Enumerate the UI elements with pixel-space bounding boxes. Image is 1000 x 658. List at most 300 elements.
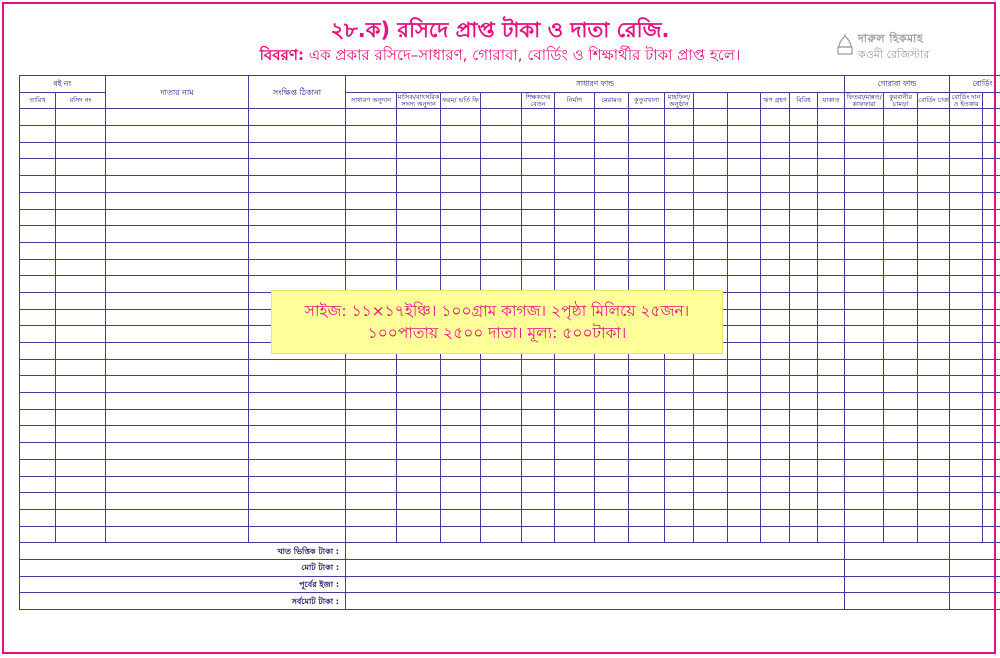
register-cell[interactable] (884, 142, 918, 159)
register-cell[interactable] (845, 276, 884, 293)
register-cell[interactable] (397, 142, 441, 159)
register-cell[interactable] (249, 126, 346, 143)
register-cell[interactable] (918, 409, 950, 426)
register-cell[interactable] (397, 393, 441, 410)
register-cell[interactable] (56, 393, 106, 410)
register-cell[interactable] (522, 409, 555, 426)
summary-value-cell[interactable] (950, 576, 1000, 593)
register-cell[interactable] (481, 126, 522, 143)
register-cell[interactable] (106, 159, 249, 176)
register-cell[interactable] (918, 159, 950, 176)
register-cell[interactable] (555, 159, 595, 176)
register-cell[interactable] (884, 526, 918, 543)
register-cell[interactable] (983, 443, 1000, 460)
register-cell[interactable] (728, 393, 761, 410)
register-cell[interactable] (629, 126, 665, 143)
register-cell[interactable] (481, 259, 522, 276)
register-cell[interactable] (481, 192, 522, 209)
register-cell[interactable] (595, 376, 629, 393)
register-cell[interactable] (397, 509, 441, 526)
register-cell[interactable] (555, 109, 595, 126)
register-cell[interactable] (728, 126, 761, 143)
register-cell[interactable] (728, 109, 761, 126)
register-cell[interactable] (20, 459, 56, 476)
register-cell[interactable] (983, 426, 1000, 443)
register-cell[interactable] (595, 393, 629, 410)
register-cell[interactable] (818, 292, 845, 309)
register-cell[interactable] (845, 409, 884, 426)
register-cell[interactable] (629, 426, 665, 443)
register-cell[interactable] (441, 426, 481, 443)
register-cell[interactable] (665, 242, 694, 259)
summary-value-cell[interactable] (346, 593, 845, 610)
register-cell[interactable] (665, 376, 694, 393)
register-cell[interactable] (441, 159, 481, 176)
register-cell[interactable] (20, 126, 56, 143)
summary-value-cell[interactable] (845, 593, 950, 610)
register-cell[interactable] (249, 109, 346, 126)
register-cell[interactable] (106, 176, 249, 193)
register-cell[interactable] (845, 242, 884, 259)
register-cell[interactable] (522, 109, 555, 126)
register-cell[interactable] (106, 326, 249, 343)
register-cell[interactable] (694, 526, 728, 543)
register-cell[interactable] (595, 359, 629, 376)
register-cell[interactable] (818, 109, 845, 126)
register-cell[interactable] (884, 326, 918, 343)
register-cell[interactable] (694, 176, 728, 193)
register-cell[interactable] (346, 409, 397, 426)
register-cell[interactable] (983, 409, 1000, 426)
register-cell[interactable] (595, 242, 629, 259)
register-cell[interactable] (20, 493, 56, 510)
register-cell[interactable] (595, 526, 629, 543)
register-cell[interactable] (20, 292, 56, 309)
register-cell[interactable] (346, 209, 397, 226)
register-cell[interactable] (397, 192, 441, 209)
summary-value-cell[interactable] (845, 576, 950, 593)
register-cell[interactable] (694, 159, 728, 176)
register-cell[interactable] (20, 443, 56, 460)
register-cell[interactable] (761, 242, 790, 259)
register-cell[interactable] (481, 526, 522, 543)
register-cell[interactable] (397, 159, 441, 176)
register-cell[interactable] (818, 409, 845, 426)
register-cell[interactable] (249, 493, 346, 510)
register-cell[interactable] (665, 443, 694, 460)
register-cell[interactable] (694, 359, 728, 376)
register-cell[interactable] (950, 493, 983, 510)
register-cell[interactable] (665, 159, 694, 176)
register-cell[interactable] (56, 443, 106, 460)
register-cell[interactable] (106, 409, 249, 426)
register-cell[interactable] (629, 459, 665, 476)
register-cell[interactable] (20, 192, 56, 209)
register-cell[interactable] (555, 459, 595, 476)
register-cell[interactable] (481, 109, 522, 126)
register-cell[interactable] (481, 476, 522, 493)
register-cell[interactable] (106, 292, 249, 309)
register-cell[interactable] (20, 209, 56, 226)
register-cell[interactable] (845, 176, 884, 193)
register-cell[interactable] (761, 142, 790, 159)
register-cell[interactable] (845, 359, 884, 376)
register-cell[interactable] (983, 509, 1000, 526)
register-cell[interactable] (56, 276, 106, 293)
register-cell[interactable] (950, 259, 983, 276)
register-cell[interactable] (56, 242, 106, 259)
register-cell[interactable] (983, 209, 1000, 226)
register-cell[interactable] (790, 443, 818, 460)
register-cell[interactable] (665, 393, 694, 410)
register-cell[interactable] (629, 376, 665, 393)
register-cell[interactable] (522, 526, 555, 543)
register-cell[interactable] (346, 176, 397, 193)
register-cell[interactable] (790, 493, 818, 510)
register-cell[interactable] (845, 326, 884, 343)
register-cell[interactable] (818, 376, 845, 393)
register-cell[interactable] (106, 493, 249, 510)
register-cell[interactable] (106, 443, 249, 460)
register-cell[interactable] (665, 526, 694, 543)
register-cell[interactable] (555, 426, 595, 443)
register-cell[interactable] (56, 409, 106, 426)
register-cell[interactable] (845, 459, 884, 476)
register-cell[interactable] (761, 359, 790, 376)
register-cell[interactable] (983, 292, 1000, 309)
register-cell[interactable] (884, 393, 918, 410)
register-cell[interactable] (790, 343, 818, 360)
register-cell[interactable] (665, 142, 694, 159)
register-cell[interactable] (918, 259, 950, 276)
register-cell[interactable] (56, 326, 106, 343)
register-cell[interactable] (665, 476, 694, 493)
register-cell[interactable] (20, 226, 56, 243)
register-cell[interactable] (728, 459, 761, 476)
register-cell[interactable] (790, 192, 818, 209)
register-cell[interactable] (555, 509, 595, 526)
register-cell[interactable] (728, 376, 761, 393)
register-cell[interactable] (481, 459, 522, 476)
register-cell[interactable] (845, 343, 884, 360)
register-cell[interactable] (694, 393, 728, 410)
register-cell[interactable] (522, 142, 555, 159)
register-cell[interactable] (950, 393, 983, 410)
register-cell[interactable] (694, 476, 728, 493)
register-cell[interactable] (629, 443, 665, 460)
register-cell[interactable] (629, 209, 665, 226)
register-cell[interactable] (106, 426, 249, 443)
register-cell[interactable] (555, 376, 595, 393)
register-cell[interactable] (694, 209, 728, 226)
register-cell[interactable] (884, 426, 918, 443)
register-cell[interactable] (441, 209, 481, 226)
register-cell[interactable] (918, 192, 950, 209)
register-cell[interactable] (249, 476, 346, 493)
register-cell[interactable] (761, 393, 790, 410)
register-cell[interactable] (728, 509, 761, 526)
register-cell[interactable] (845, 159, 884, 176)
register-cell[interactable] (522, 192, 555, 209)
register-cell[interactable] (665, 493, 694, 510)
register-cell[interactable] (790, 159, 818, 176)
register-cell[interactable] (397, 209, 441, 226)
register-cell[interactable] (481, 242, 522, 259)
register-cell[interactable] (884, 109, 918, 126)
register-cell[interactable] (694, 493, 728, 510)
register-cell[interactable] (918, 276, 950, 293)
register-cell[interactable] (818, 176, 845, 193)
register-cell[interactable] (845, 292, 884, 309)
register-cell[interactable] (346, 509, 397, 526)
register-cell[interactable] (665, 176, 694, 193)
register-cell[interactable] (884, 226, 918, 243)
register-cell[interactable] (555, 526, 595, 543)
register-cell[interactable] (761, 109, 790, 126)
register-cell[interactable] (983, 393, 1000, 410)
register-cell[interactable] (790, 176, 818, 193)
register-cell[interactable] (555, 393, 595, 410)
register-cell[interactable] (106, 476, 249, 493)
register-cell[interactable] (884, 376, 918, 393)
register-cell[interactable] (20, 426, 56, 443)
register-cell[interactable] (983, 359, 1000, 376)
register-cell[interactable] (522, 459, 555, 476)
register-cell[interactable] (983, 126, 1000, 143)
register-cell[interactable] (790, 476, 818, 493)
register-cell[interactable] (884, 276, 918, 293)
register-cell[interactable] (665, 509, 694, 526)
register-cell[interactable] (346, 226, 397, 243)
register-cell[interactable] (918, 476, 950, 493)
register-cell[interactable] (983, 309, 1000, 326)
register-cell[interactable] (665, 459, 694, 476)
register-cell[interactable] (595, 176, 629, 193)
register-cell[interactable] (522, 242, 555, 259)
register-cell[interactable] (441, 192, 481, 209)
register-cell[interactable] (983, 259, 1000, 276)
register-cell[interactable] (818, 443, 845, 460)
register-cell[interactable] (397, 259, 441, 276)
register-cell[interactable] (481, 176, 522, 193)
register-cell[interactable] (761, 509, 790, 526)
register-cell[interactable] (818, 192, 845, 209)
register-cell[interactable] (983, 176, 1000, 193)
register-cell[interactable] (665, 209, 694, 226)
register-cell[interactable] (20, 393, 56, 410)
register-cell[interactable] (818, 259, 845, 276)
register-cell[interactable] (884, 176, 918, 193)
register-cell[interactable] (918, 126, 950, 143)
register-cell[interactable] (790, 376, 818, 393)
register-cell[interactable] (20, 376, 56, 393)
register-cell[interactable] (918, 376, 950, 393)
register-cell[interactable] (595, 426, 629, 443)
register-cell[interactable] (790, 242, 818, 259)
register-cell[interactable] (918, 226, 950, 243)
register-cell[interactable] (56, 192, 106, 209)
register-cell[interactable] (397, 476, 441, 493)
register-cell[interactable] (629, 109, 665, 126)
register-cell[interactable] (249, 226, 346, 243)
register-cell[interactable] (249, 426, 346, 443)
register-cell[interactable] (441, 126, 481, 143)
register-cell[interactable] (950, 209, 983, 226)
register-cell[interactable] (761, 176, 790, 193)
register-cell[interactable] (884, 292, 918, 309)
register-cell[interactable] (790, 426, 818, 443)
register-cell[interactable] (918, 292, 950, 309)
register-cell[interactable] (20, 309, 56, 326)
register-cell[interactable] (845, 376, 884, 393)
register-cell[interactable] (761, 259, 790, 276)
register-cell[interactable] (845, 142, 884, 159)
register-cell[interactable] (728, 443, 761, 460)
register-cell[interactable] (918, 393, 950, 410)
register-cell[interactable] (56, 309, 106, 326)
register-cell[interactable] (397, 409, 441, 426)
register-cell[interactable] (950, 443, 983, 460)
register-cell[interactable] (595, 142, 629, 159)
register-cell[interactable] (884, 443, 918, 460)
register-cell[interactable] (845, 109, 884, 126)
register-cell[interactable] (629, 409, 665, 426)
register-cell[interactable] (441, 493, 481, 510)
register-cell[interactable] (950, 159, 983, 176)
register-cell[interactable] (790, 126, 818, 143)
register-cell[interactable] (522, 476, 555, 493)
register-cell[interactable] (595, 226, 629, 243)
register-cell[interactable] (106, 209, 249, 226)
register-cell[interactable] (983, 242, 1000, 259)
register-cell[interactable] (346, 493, 397, 510)
register-cell[interactable] (665, 409, 694, 426)
register-cell[interactable] (20, 476, 56, 493)
register-cell[interactable] (441, 142, 481, 159)
register-cell[interactable] (818, 309, 845, 326)
summary-value-cell[interactable] (845, 543, 950, 560)
register-cell[interactable] (56, 426, 106, 443)
register-cell[interactable] (595, 109, 629, 126)
register-cell[interactable] (56, 343, 106, 360)
register-cell[interactable] (595, 259, 629, 276)
register-cell[interactable] (441, 393, 481, 410)
register-cell[interactable] (555, 142, 595, 159)
register-cell[interactable] (884, 242, 918, 259)
register-cell[interactable] (249, 393, 346, 410)
register-cell[interactable] (441, 176, 481, 193)
register-cell[interactable] (481, 443, 522, 460)
register-cell[interactable] (761, 493, 790, 510)
register-cell[interactable] (481, 426, 522, 443)
register-cell[interactable] (555, 493, 595, 510)
register-cell[interactable] (845, 509, 884, 526)
register-cell[interactable] (397, 376, 441, 393)
register-cell[interactable] (56, 459, 106, 476)
register-cell[interactable] (845, 126, 884, 143)
register-cell[interactable] (56, 226, 106, 243)
register-cell[interactable] (629, 192, 665, 209)
register-cell[interactable] (346, 109, 397, 126)
register-cell[interactable] (56, 259, 106, 276)
register-cell[interactable] (522, 376, 555, 393)
register-cell[interactable] (20, 276, 56, 293)
register-cell[interactable] (790, 226, 818, 243)
register-cell[interactable] (983, 276, 1000, 293)
register-cell[interactable] (249, 526, 346, 543)
register-cell[interactable] (918, 493, 950, 510)
register-cell[interactable] (20, 176, 56, 193)
register-cell[interactable] (884, 493, 918, 510)
register-cell[interactable] (845, 259, 884, 276)
register-cell[interactable] (522, 176, 555, 193)
register-cell[interactable] (790, 309, 818, 326)
register-cell[interactable] (56, 142, 106, 159)
register-cell[interactable] (728, 476, 761, 493)
register-cell[interactable] (346, 426, 397, 443)
register-cell[interactable] (106, 259, 249, 276)
register-cell[interactable] (522, 493, 555, 510)
register-cell[interactable] (728, 343, 761, 360)
register-cell[interactable] (20, 526, 56, 543)
register-cell[interactable] (694, 192, 728, 209)
register-cell[interactable] (818, 226, 845, 243)
register-cell[interactable] (761, 526, 790, 543)
register-cell[interactable] (56, 109, 106, 126)
register-cell[interactable] (555, 192, 595, 209)
register-cell[interactable] (20, 509, 56, 526)
register-cell[interactable] (346, 476, 397, 493)
register-cell[interactable] (983, 109, 1000, 126)
register-cell[interactable] (918, 242, 950, 259)
register-cell[interactable] (694, 142, 728, 159)
register-cell[interactable] (595, 159, 629, 176)
register-cell[interactable] (346, 142, 397, 159)
register-cell[interactable] (818, 276, 845, 293)
register-cell[interactable] (818, 476, 845, 493)
register-cell[interactable] (790, 292, 818, 309)
register-cell[interactable] (694, 259, 728, 276)
register-cell[interactable] (728, 292, 761, 309)
register-cell[interactable] (481, 393, 522, 410)
register-cell[interactable] (790, 276, 818, 293)
register-cell[interactable] (629, 259, 665, 276)
register-cell[interactable] (56, 476, 106, 493)
register-cell[interactable] (20, 159, 56, 176)
register-cell[interactable] (818, 142, 845, 159)
register-cell[interactable] (950, 126, 983, 143)
register-cell[interactable] (983, 159, 1000, 176)
register-cell[interactable] (629, 493, 665, 510)
register-cell[interactable] (56, 509, 106, 526)
register-cell[interactable] (441, 226, 481, 243)
register-cell[interactable] (441, 526, 481, 543)
register-cell[interactable] (950, 376, 983, 393)
register-cell[interactable] (884, 159, 918, 176)
register-cell[interactable] (397, 242, 441, 259)
register-cell[interactable] (818, 343, 845, 360)
register-cell[interactable] (884, 476, 918, 493)
summary-value-cell[interactable] (346, 576, 845, 593)
register-cell[interactable] (56, 176, 106, 193)
register-cell[interactable] (950, 176, 983, 193)
register-cell[interactable] (884, 343, 918, 360)
register-cell[interactable] (983, 459, 1000, 476)
register-cell[interactable] (728, 409, 761, 426)
register-cell[interactable] (918, 443, 950, 460)
register-cell[interactable] (346, 443, 397, 460)
register-cell[interactable] (249, 359, 346, 376)
